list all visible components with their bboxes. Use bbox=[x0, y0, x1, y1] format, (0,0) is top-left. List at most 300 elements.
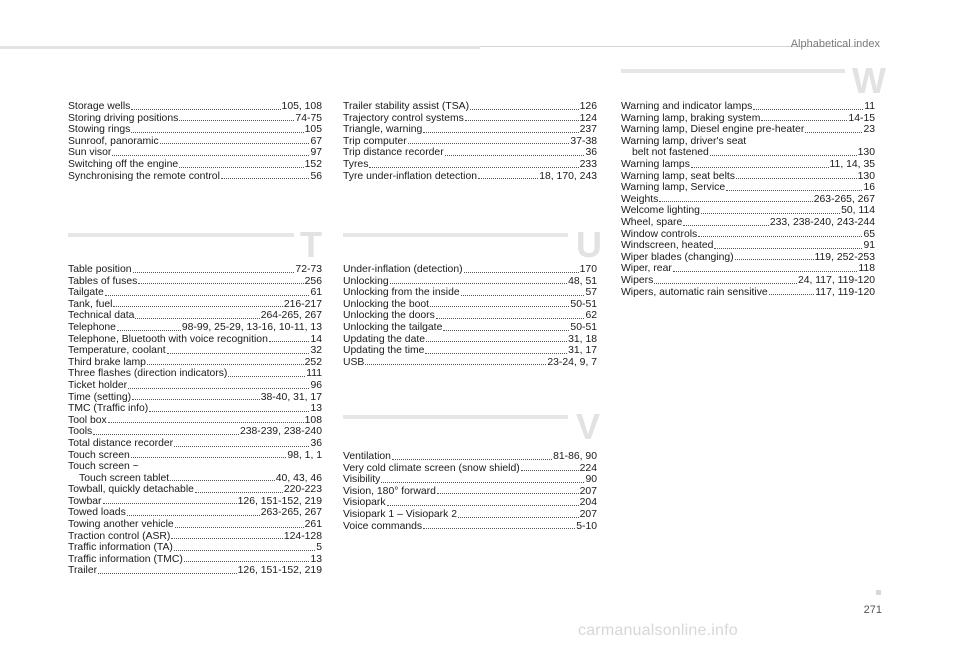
entry-term: Tables of fuses bbox=[68, 275, 138, 287]
entry-term: Voice commands bbox=[343, 520, 423, 532]
index-entry bbox=[68, 322, 322, 334]
entry-term: Trailer bbox=[68, 565, 98, 577]
entry-pages: 96 bbox=[310, 379, 322, 391]
dot-leader bbox=[392, 459, 552, 460]
dot-leader bbox=[659, 201, 812, 202]
entry-term: Triangle, warning bbox=[343, 124, 423, 136]
entry-pages: 224 bbox=[579, 462, 597, 474]
index-entry bbox=[621, 229, 875, 241]
index-entry bbox=[68, 113, 322, 125]
entry-term: TMC (Traffic info) bbox=[68, 403, 149, 415]
dot-leader bbox=[521, 470, 579, 471]
entry-term: Welcome lighting bbox=[621, 205, 700, 217]
index-entry bbox=[343, 101, 597, 113]
entry-pages: 111 bbox=[306, 368, 322, 380]
dot-leader bbox=[269, 341, 310, 342]
entry-pages: 105, 108 bbox=[281, 101, 322, 112]
section-letter: W bbox=[852, 60, 886, 101]
index-entry bbox=[68, 496, 322, 508]
index-entry bbox=[621, 287, 875, 299]
index-entry bbox=[68, 542, 322, 554]
entry-pages: 23 bbox=[863, 124, 875, 136]
index-entry bbox=[621, 205, 875, 217]
entry-pages: 237 bbox=[579, 124, 597, 136]
index-entry bbox=[68, 415, 322, 427]
index-entry bbox=[68, 565, 322, 577]
entry-term: Updating the date bbox=[343, 333, 426, 345]
index-entry bbox=[621, 275, 875, 287]
entry-term: Visibility bbox=[343, 474, 381, 486]
dot-leader bbox=[443, 330, 569, 331]
entry-pages: 72-73 bbox=[295, 264, 322, 275]
entry-term: Under-inflation (detection) bbox=[343, 264, 463, 275]
dot-leader bbox=[761, 120, 847, 121]
dot-leader bbox=[701, 213, 840, 214]
index-group-s bbox=[68, 101, 322, 182]
dot-leader bbox=[228, 376, 305, 377]
dot-leader bbox=[390, 283, 567, 284]
dot-leader bbox=[113, 306, 282, 307]
dot-leader bbox=[221, 178, 310, 179]
entry-term: Traffic information (TMC) bbox=[68, 553, 183, 565]
entry-pages: 67 bbox=[310, 135, 322, 147]
index-group-u bbox=[343, 264, 597, 368]
index-entry bbox=[621, 252, 875, 264]
index-entry bbox=[68, 147, 322, 159]
dot-leader bbox=[445, 155, 585, 156]
index-entry bbox=[68, 438, 322, 450]
entry-term: Warning lamp, braking system bbox=[621, 112, 761, 124]
dot-leader bbox=[735, 259, 814, 260]
index-entry bbox=[68, 264, 322, 276]
entry-pages: 61 bbox=[310, 287, 322, 299]
section-letter: V bbox=[576, 406, 601, 447]
index-entry bbox=[621, 136, 875, 148]
entry-term: Unlocking the boot bbox=[343, 298, 430, 310]
entry-pages: 105 bbox=[304, 124, 322, 136]
dot-leader bbox=[423, 132, 578, 133]
entry-term: Trailer stability assist (TSA) bbox=[343, 101, 470, 112]
dot-leader bbox=[131, 109, 280, 110]
index-entry bbox=[343, 322, 597, 334]
dot-leader bbox=[127, 515, 260, 516]
entry-term: Warning lamp, driver's seat bbox=[621, 135, 747, 147]
entry-pages: 207 bbox=[579, 508, 597, 520]
entry-pages: 263-265, 267 bbox=[813, 193, 875, 205]
index-entry bbox=[343, 451, 597, 463]
entry-pages: 56 bbox=[310, 170, 322, 182]
index-entry bbox=[343, 159, 597, 171]
entry-term: Stowing rings bbox=[68, 124, 131, 136]
header-bar bbox=[0, 46, 480, 49]
dot-leader bbox=[437, 493, 579, 494]
entry-term: Table position bbox=[68, 264, 132, 275]
entry-term: belt not fastened bbox=[632, 147, 709, 159]
dot-leader bbox=[184, 561, 310, 562]
entry-pages: 16 bbox=[863, 182, 875, 194]
index-entry bbox=[621, 240, 875, 252]
entry-term: Tool box bbox=[68, 414, 107, 426]
index-entry bbox=[68, 310, 322, 322]
index-entry bbox=[68, 136, 322, 148]
entry-term: Unlocking the doors bbox=[343, 310, 435, 322]
entry-term: Storage wells bbox=[68, 101, 131, 112]
entry-term: Weights bbox=[621, 193, 659, 205]
entry-term: Warning lamps bbox=[621, 158, 690, 170]
index-entry bbox=[343, 147, 597, 159]
entry-pages: 62 bbox=[585, 310, 597, 322]
index-entry bbox=[621, 101, 875, 113]
dot-leader bbox=[425, 353, 567, 354]
dot-leader bbox=[138, 283, 303, 284]
dot-leader bbox=[470, 109, 579, 110]
entry-term: Visiopark bbox=[343, 497, 386, 509]
entry-pages: 238-239, 238-240 bbox=[239, 426, 322, 438]
dot-leader bbox=[714, 248, 862, 249]
entry-term: Trip distance recorder bbox=[343, 147, 444, 159]
entry-term: Wheel, spare bbox=[621, 216, 683, 228]
entry-pages: 118 bbox=[858, 263, 875, 275]
entry-pages: 31, 17 bbox=[568, 345, 597, 357]
index-entry bbox=[343, 136, 597, 148]
entry-pages: 152 bbox=[304, 158, 322, 170]
entry-term: Touch screen bbox=[68, 449, 130, 461]
entry-term: Touch screen tablet bbox=[79, 472, 170, 484]
entry-term: Towbar bbox=[68, 495, 102, 507]
index-entry bbox=[621, 217, 875, 229]
section-divider bbox=[68, 233, 294, 237]
dot-leader bbox=[117, 330, 181, 331]
entry-pages: 98-99, 25-29, 13-16, 10-11, 13 bbox=[181, 321, 322, 333]
index-entry bbox=[343, 486, 597, 498]
entry-term: Third brake lamp bbox=[68, 356, 146, 368]
dot-leader bbox=[103, 503, 237, 504]
entry-pages: 18, 170, 243 bbox=[539, 170, 597, 182]
entry-pages: 220-223 bbox=[283, 484, 322, 496]
entry-pages: 13 bbox=[310, 403, 322, 415]
index-entry bbox=[343, 287, 597, 299]
dot-leader bbox=[149, 411, 309, 412]
index-entry bbox=[621, 113, 875, 125]
entry-pages: 204 bbox=[579, 497, 597, 509]
index-entry bbox=[68, 276, 322, 288]
dot-leader bbox=[426, 341, 567, 342]
dot-leader bbox=[691, 167, 829, 168]
entry-pages: 57 bbox=[585, 287, 597, 299]
index-entry bbox=[343, 521, 597, 533]
index-entry bbox=[68, 299, 322, 311]
dot-leader bbox=[464, 272, 579, 273]
entry-pages: 50-51 bbox=[570, 321, 597, 333]
entry-pages: 124-128 bbox=[283, 530, 322, 542]
index-entry bbox=[68, 473, 322, 485]
entry-term: Ventilation bbox=[343, 451, 391, 462]
entry-term: Wiper blades (changing) bbox=[621, 251, 734, 263]
entry-pages: 31, 18 bbox=[568, 333, 597, 345]
entry-pages: 126, 151-152, 219 bbox=[237, 495, 322, 507]
entry-term: Wipers bbox=[621, 274, 654, 286]
dot-leader bbox=[461, 295, 585, 296]
dot-leader bbox=[710, 155, 857, 156]
dot-leader bbox=[132, 399, 260, 400]
index-group-v bbox=[343, 451, 597, 532]
entry-pages: 130 bbox=[857, 147, 875, 159]
dot-leader bbox=[698, 236, 862, 237]
section-divider bbox=[343, 233, 568, 237]
index-entry bbox=[621, 182, 875, 194]
index-entry bbox=[343, 334, 597, 346]
entry-pages: 32 bbox=[310, 345, 322, 357]
index-entry bbox=[343, 497, 597, 509]
entry-pages: 38-40, 31, 17 bbox=[260, 391, 322, 403]
entry-term: Three flashes (direction indicators) bbox=[68, 368, 228, 380]
entry-term: Warning lamp, Service bbox=[621, 182, 726, 194]
entry-term: Wiper, rear bbox=[621, 263, 672, 275]
dot-leader bbox=[683, 225, 769, 226]
dot-leader bbox=[769, 294, 815, 295]
index-entry bbox=[68, 450, 322, 462]
dot-leader bbox=[465, 120, 579, 121]
entry-term: Towball, quickly detachable bbox=[68, 484, 194, 496]
entry-term: USB bbox=[343, 356, 365, 368]
dot-leader bbox=[381, 482, 584, 483]
index-group-t bbox=[68, 264, 322, 577]
index-entry bbox=[68, 507, 322, 519]
entry-pages: 74-75 bbox=[295, 112, 322, 124]
entry-pages: 48, 51 bbox=[568, 275, 597, 287]
entry-pages: 11 bbox=[864, 101, 875, 112]
entry-pages: 5 bbox=[316, 542, 322, 554]
dot-leader bbox=[805, 132, 862, 133]
entry-term: Telephone, Bluetooth with voice recognition bbox=[68, 333, 268, 345]
index-entry bbox=[343, 124, 597, 136]
index-entry bbox=[68, 334, 322, 346]
entry-pages: 81-86, 90 bbox=[553, 451, 597, 462]
dot-leader bbox=[108, 422, 304, 423]
index-entry bbox=[343, 276, 597, 288]
dot-leader bbox=[179, 120, 294, 121]
index-entry bbox=[621, 194, 875, 206]
entry-pages: 23-24, 9, 7 bbox=[547, 356, 597, 368]
dot-leader bbox=[430, 306, 569, 307]
index-entry bbox=[68, 484, 322, 496]
dot-leader bbox=[478, 178, 538, 179]
dot-leader bbox=[174, 446, 309, 447]
entry-pages: 130 bbox=[857, 170, 875, 182]
entry-term: Temperature, coolant bbox=[68, 345, 166, 357]
dot-leader bbox=[436, 318, 585, 319]
entry-term: Synchronising the remote control bbox=[68, 170, 220, 182]
dot-leader bbox=[174, 550, 315, 551]
dot-leader bbox=[195, 492, 283, 493]
entry-pages: 216-217 bbox=[283, 298, 322, 310]
dot-leader bbox=[387, 505, 579, 506]
index-entry bbox=[621, 263, 875, 275]
entry-pages: 14-15 bbox=[848, 112, 875, 124]
entry-term: Ticket holder bbox=[68, 379, 128, 391]
dot-leader bbox=[128, 388, 309, 389]
index-entry bbox=[343, 299, 597, 311]
index-entry bbox=[68, 171, 322, 183]
index-entry bbox=[68, 403, 322, 415]
entry-term: Total distance recorder bbox=[68, 437, 174, 449]
entry-pages: 40, 43, 46 bbox=[275, 472, 322, 484]
dot-leader bbox=[423, 528, 575, 529]
index-entry bbox=[343, 171, 597, 183]
entry-pages: 5-10 bbox=[576, 520, 597, 532]
index-entry bbox=[68, 159, 322, 171]
entry-pages: 90 bbox=[585, 474, 597, 486]
watermark: carmanualsonline.info bbox=[578, 622, 738, 639]
dot-leader bbox=[93, 434, 239, 435]
entry-term: Windscreen, heated bbox=[621, 240, 714, 252]
entry-term: Touch screen ~ bbox=[68, 461, 139, 473]
index-entry bbox=[68, 531, 322, 543]
dot-leader bbox=[105, 295, 310, 296]
dot-leader bbox=[160, 143, 310, 144]
index-entry bbox=[68, 519, 322, 531]
entry-pages: 264-265, 267 bbox=[260, 310, 322, 322]
dot-leader bbox=[131, 457, 287, 458]
entry-pages: 261 bbox=[304, 519, 322, 531]
entry-pages: 13 bbox=[310, 553, 322, 565]
entry-term: Technical data bbox=[68, 310, 135, 322]
entry-term: Window controls bbox=[621, 228, 698, 240]
entry-pages: 14 bbox=[310, 333, 322, 345]
index-entry bbox=[343, 463, 597, 475]
entry-pages: 98, 1, 1 bbox=[287, 449, 322, 461]
dot-leader bbox=[133, 272, 295, 273]
index-entry bbox=[621, 171, 875, 183]
entry-term: Time (setting) bbox=[68, 391, 132, 403]
entry-pages: 126, 151-152, 219 bbox=[237, 565, 322, 577]
entry-term: Vision, 180° forward bbox=[343, 485, 436, 497]
index-entry bbox=[68, 345, 322, 357]
entry-pages: 37-38 bbox=[570, 135, 597, 147]
dot-leader bbox=[171, 538, 282, 539]
index-entry bbox=[343, 310, 597, 322]
section-letter: U bbox=[576, 224, 602, 265]
entry-term: Visiopark 1 – Visiopark 2 bbox=[343, 508, 457, 520]
entry-term: Tools bbox=[68, 426, 93, 438]
section-letter: T bbox=[300, 224, 322, 265]
index-entry bbox=[68, 357, 322, 369]
dot-leader bbox=[135, 318, 259, 319]
dot-leader bbox=[179, 167, 304, 168]
index-entry bbox=[621, 124, 875, 136]
entry-term: Switching off the engine bbox=[68, 158, 179, 170]
dot-leader bbox=[167, 353, 310, 354]
entry-term: Wipers, automatic rain sensitive bbox=[621, 286, 768, 298]
index-group-t-cont bbox=[343, 101, 597, 182]
dot-leader bbox=[170, 480, 275, 481]
entry-pages: 124 bbox=[579, 112, 597, 124]
entry-term: Warning lamp, Diesel engine pre-heater bbox=[621, 124, 805, 136]
entry-term: Towing another vehicle bbox=[68, 519, 174, 531]
index-entry bbox=[68, 426, 322, 438]
entry-term: Tailgate bbox=[68, 287, 104, 299]
entry-pages: 65 bbox=[863, 228, 875, 240]
dot-leader bbox=[726, 190, 862, 191]
dot-leader bbox=[147, 364, 304, 365]
dot-leader bbox=[365, 364, 546, 365]
entry-pages: 263-265, 267 bbox=[260, 507, 322, 519]
entry-term: Unlocking bbox=[343, 275, 389, 287]
entry-pages: 108 bbox=[304, 414, 322, 426]
index-entry bbox=[621, 147, 875, 159]
entry-pages: 233 bbox=[579, 158, 597, 170]
index-entry bbox=[68, 461, 322, 473]
entry-term: Tank, fuel bbox=[68, 298, 113, 310]
section-divider bbox=[343, 415, 568, 419]
dot-leader bbox=[654, 283, 797, 284]
entry-pages: 119, 252-253 bbox=[814, 251, 875, 263]
entry-term: Tyres bbox=[343, 158, 369, 170]
dot-leader bbox=[131, 132, 303, 133]
dot-leader bbox=[408, 143, 570, 144]
entry-term: Traffic information (TA) bbox=[68, 542, 173, 554]
entry-term: Trip computer bbox=[343, 135, 407, 147]
index-entry bbox=[343, 264, 597, 276]
entry-term: Tyre under-inflation detection bbox=[343, 170, 478, 182]
entry-pages: 233, 238-240, 243-244 bbox=[769, 216, 875, 228]
dot-leader bbox=[458, 517, 579, 518]
index-entry bbox=[343, 345, 597, 357]
index-entry bbox=[343, 509, 597, 521]
section-divider bbox=[621, 69, 845, 73]
dot-leader bbox=[98, 573, 237, 574]
dot-leader bbox=[753, 109, 863, 110]
index-entry bbox=[621, 159, 875, 171]
entry-pages: 91 bbox=[863, 240, 875, 252]
entry-pages: 117, 119-120 bbox=[815, 286, 875, 298]
entry-term: Telephone bbox=[68, 321, 116, 333]
entry-term: Warning lamp, seat belts bbox=[621, 170, 735, 182]
dot-leader bbox=[112, 155, 309, 156]
index-entry bbox=[68, 368, 322, 380]
entry-pages: 126 bbox=[579, 101, 597, 112]
index-entry bbox=[68, 380, 322, 392]
entry-pages: 50-51 bbox=[570, 298, 597, 310]
entry-term: Sunroof, panoramic bbox=[68, 135, 159, 147]
entry-term: Traction control (ASR) bbox=[68, 530, 171, 542]
dot-leader bbox=[736, 178, 857, 179]
entry-pages: 36 bbox=[585, 147, 597, 159]
entry-term: Sun visor bbox=[68, 147, 112, 159]
dot-leader bbox=[369, 167, 578, 168]
corner-marker bbox=[876, 590, 881, 595]
entry-pages: 50, 114 bbox=[841, 205, 875, 217]
page-section-title: Alphabetical index bbox=[790, 38, 880, 50]
entry-pages: 256 bbox=[304, 275, 322, 287]
index-entry bbox=[343, 474, 597, 486]
entry-pages: 97 bbox=[310, 147, 322, 159]
entry-pages: 11, 14, 35 bbox=[829, 158, 875, 170]
index-entry bbox=[68, 124, 322, 136]
index-entry bbox=[343, 113, 597, 125]
entry-term: Updating the time bbox=[343, 345, 425, 357]
entry-term: Unlocking the tailgate bbox=[343, 321, 443, 333]
entry-term: Towed loads bbox=[68, 507, 126, 519]
entry-term: Warning and indicator lamps bbox=[621, 101, 753, 112]
entry-term: Very cold climate screen (snow shield) bbox=[343, 462, 520, 474]
index-entry bbox=[68, 554, 322, 566]
index-entry bbox=[68, 392, 322, 404]
dot-leader bbox=[175, 527, 304, 528]
entry-pages: 207 bbox=[579, 485, 597, 497]
index-entry bbox=[68, 101, 322, 113]
entry-pages: 252 bbox=[304, 356, 322, 368]
